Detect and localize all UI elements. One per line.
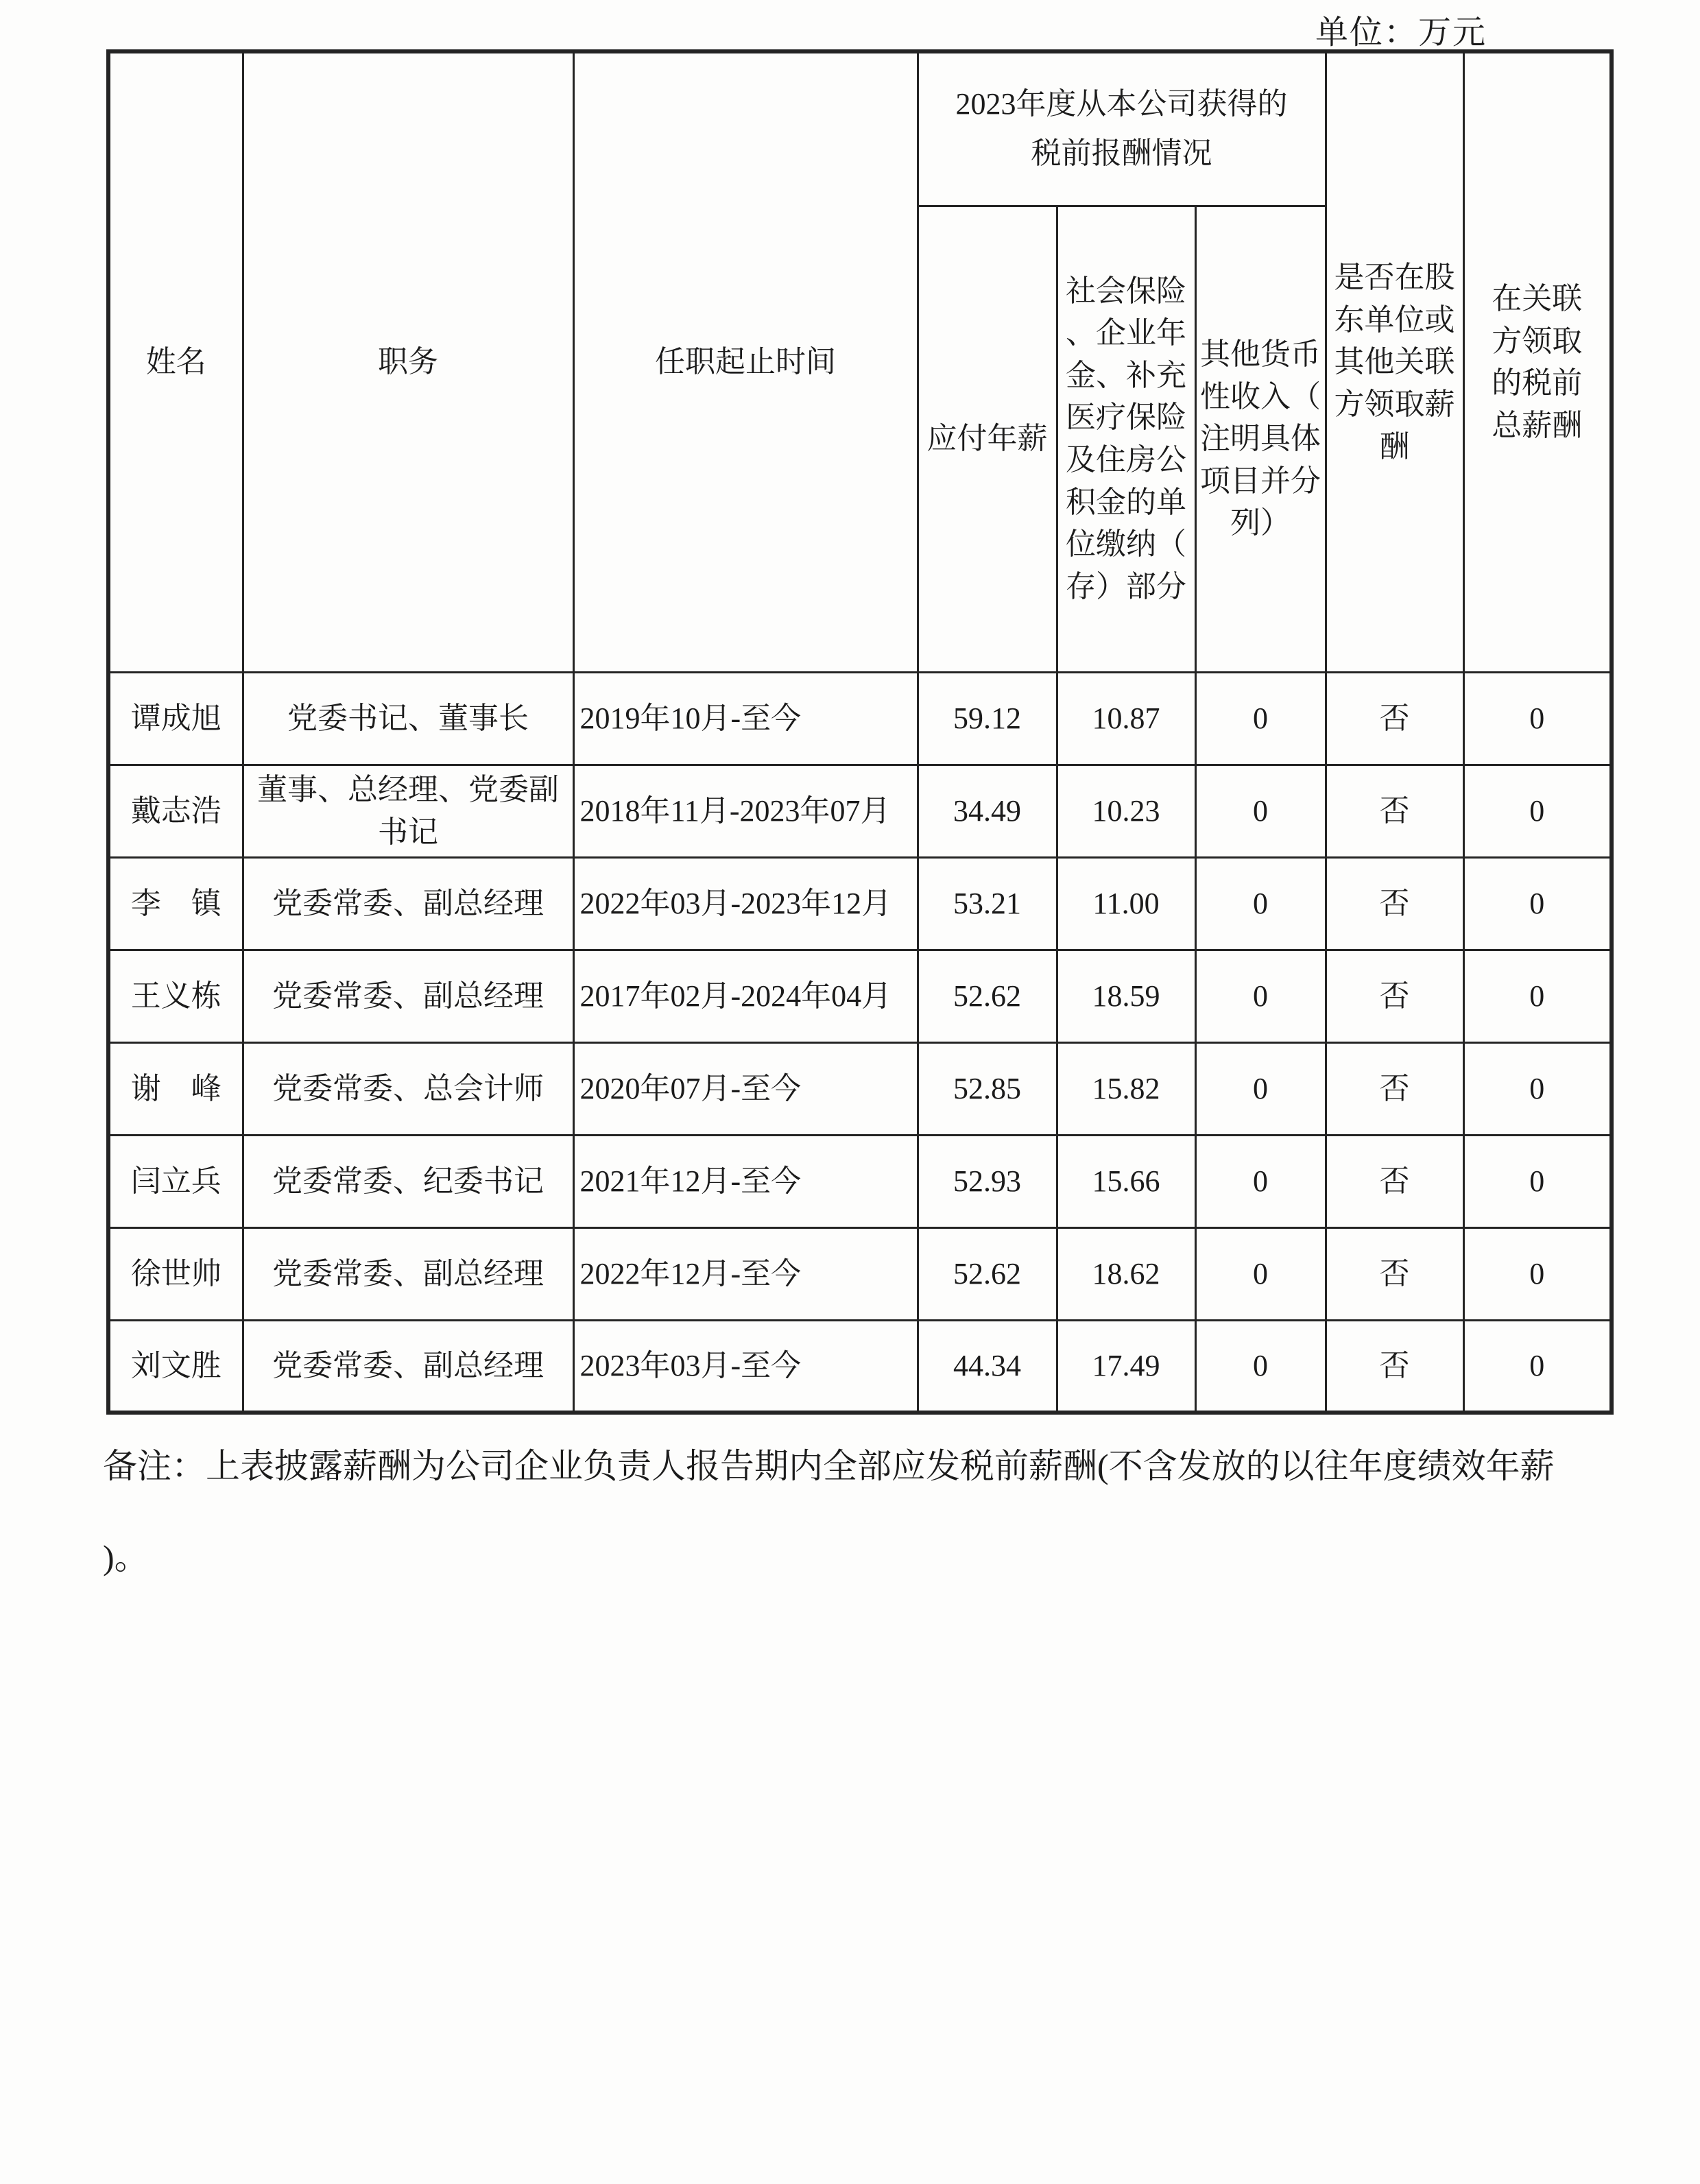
table-row — [108, 857, 1612, 950]
cell-tenure: 2022年03月-2023年12月 — [573, 857, 918, 950]
cell-name: 戴志浩 — [108, 765, 243, 857]
cell-annual-salary: 53.21 — [918, 857, 1057, 950]
cell-position: 党委常委、副总经理 — [243, 950, 573, 1042]
header-tenure: 任职起止时间 — [573, 51, 918, 672]
cell-related-paid: 否 — [1326, 1320, 1463, 1413]
table-row — [108, 950, 1612, 1042]
cell-tenure: 2023年03月-至今 — [573, 1320, 918, 1413]
header-2023-compensation-group — [918, 51, 1326, 206]
cell-name: 徐世帅 — [108, 1227, 243, 1320]
cell-related-paid: 否 — [1326, 765, 1463, 857]
cell-tenure: 2020年07月-至今 — [573, 1042, 918, 1135]
cell-related-total: 0 — [1463, 672, 1612, 765]
table-row — [108, 1042, 1612, 1135]
cell-position: 党委常委、副总经理 — [243, 1227, 573, 1320]
cell-name: 谢 峰 — [108, 1042, 243, 1135]
header-social-insurance: 社会保险、企业年金、补充医疗保险及住房公积金的单位缴纳（存）部分 — [1057, 206, 1195, 672]
cell-insurance: 15.82 — [1057, 1042, 1195, 1135]
table-row — [108, 672, 1612, 765]
cell-insurance: 11.00 — [1057, 857, 1195, 950]
header-2023-compensation-group-text: 2023年度从本公司获得的税前报酬情况 — [955, 86, 1288, 171]
cell-other-income: 0 — [1195, 857, 1326, 950]
cell-annual-salary: 52.93 — [918, 1135, 1057, 1227]
cell-related-paid: 否 — [1326, 950, 1463, 1042]
cell-name: 谭成旭 — [108, 672, 243, 765]
cell-related-total: 0 — [1463, 950, 1612, 1042]
cell-related-total: 0 — [1463, 1042, 1612, 1135]
cell-other-income: 0 — [1195, 1227, 1326, 1320]
cell-insurance: 10.87 — [1057, 672, 1195, 765]
cell-related-total: 0 — [1463, 857, 1612, 950]
cell-name: 王义栋 — [108, 950, 243, 1042]
cell-tenure: 2022年12月-至今 — [573, 1227, 918, 1320]
cell-position: 党委常委、副总经理 — [243, 1320, 573, 1413]
cell-other-income: 0 — [1195, 950, 1326, 1042]
cell-related-paid: 否 — [1326, 1135, 1463, 1227]
cell-annual-salary: 59.12 — [918, 672, 1057, 765]
cell-position: 党委常委、副总经理 — [243, 857, 573, 950]
cell-insurance: 18.59 — [1057, 950, 1195, 1042]
header-related-party-total: 在关联方领取的税前总薪酬 — [1463, 51, 1612, 672]
cell-annual-salary: 34.49 — [918, 765, 1057, 857]
cell-related-total: 0 — [1463, 1135, 1612, 1227]
table-row — [108, 1135, 1612, 1227]
cell-related-paid: 否 — [1326, 1227, 1463, 1320]
compensation-table — [106, 49, 1614, 1415]
table-row — [108, 1320, 1612, 1413]
cell-related-total: 0 — [1463, 1320, 1612, 1413]
cell-other-income: 0 — [1195, 1135, 1326, 1227]
cell-tenure: 2017年02月-2024年04月 — [573, 950, 918, 1042]
header-other-income: 其他货币性收入（注明具体项目并分列） — [1195, 206, 1326, 672]
cell-other-income: 0 — [1195, 1042, 1326, 1135]
cell-other-income: 0 — [1195, 672, 1326, 765]
cell-tenure: 2018年11月-2023年07月 — [573, 765, 918, 857]
cell-position: 董事、总经理、党委副书记 — [243, 765, 573, 857]
cell-insurance: 10.23 — [1057, 765, 1195, 857]
cell-name: 李 镇 — [108, 857, 243, 950]
cell-tenure: 2021年12月-至今 — [573, 1135, 918, 1227]
cell-tenure: 2019年10月-至今 — [573, 672, 918, 765]
cell-insurance: 17.49 — [1057, 1320, 1195, 1413]
cell-related-total: 0 — [1463, 1227, 1612, 1320]
header-position: 职务 — [243, 51, 573, 672]
header-row-top — [108, 51, 1612, 206]
cell-insurance: 15.66 — [1057, 1135, 1195, 1227]
header-name: 姓名 — [108, 51, 243, 672]
table-row — [108, 765, 1612, 857]
cell-other-income: 0 — [1195, 1320, 1326, 1413]
cell-related-paid: 否 — [1326, 857, 1463, 950]
cell-related-paid: 否 — [1326, 1042, 1463, 1135]
cell-insurance: 18.62 — [1057, 1227, 1195, 1320]
cell-position: 党委常委、总会计师 — [243, 1042, 573, 1135]
table-row — [108, 1227, 1612, 1320]
unit-label: 单位：万元 — [1315, 14, 1487, 51]
cell-position: 党委常委、纪委书记 — [243, 1135, 573, 1227]
cell-name: 刘文胜 — [108, 1320, 243, 1413]
header-annual-salary: 应付年薪 — [918, 206, 1057, 672]
cell-name: 闫立兵 — [108, 1135, 243, 1227]
cell-annual-salary: 52.85 — [918, 1042, 1057, 1135]
cell-position: 党委书记、董事长 — [243, 672, 573, 765]
note: 备注：上表披露薪酬为公司企业负责人报告期内全部应发税前薪酬(不含发放的以往年度绩效年薪)。 — [103, 1447, 1555, 1576]
header-related-party-paid: 是否在股东单位或其他关联方领取薪酬 — [1326, 51, 1463, 672]
cell-annual-salary: 52.62 — [918, 950, 1057, 1042]
cell-related-total: 0 — [1463, 765, 1612, 857]
cell-annual-salary: 52.62 — [918, 1227, 1057, 1320]
cell-other-income: 0 — [1195, 765, 1326, 857]
cell-related-paid: 否 — [1326, 672, 1463, 765]
cell-annual-salary: 44.34 — [918, 1320, 1057, 1413]
